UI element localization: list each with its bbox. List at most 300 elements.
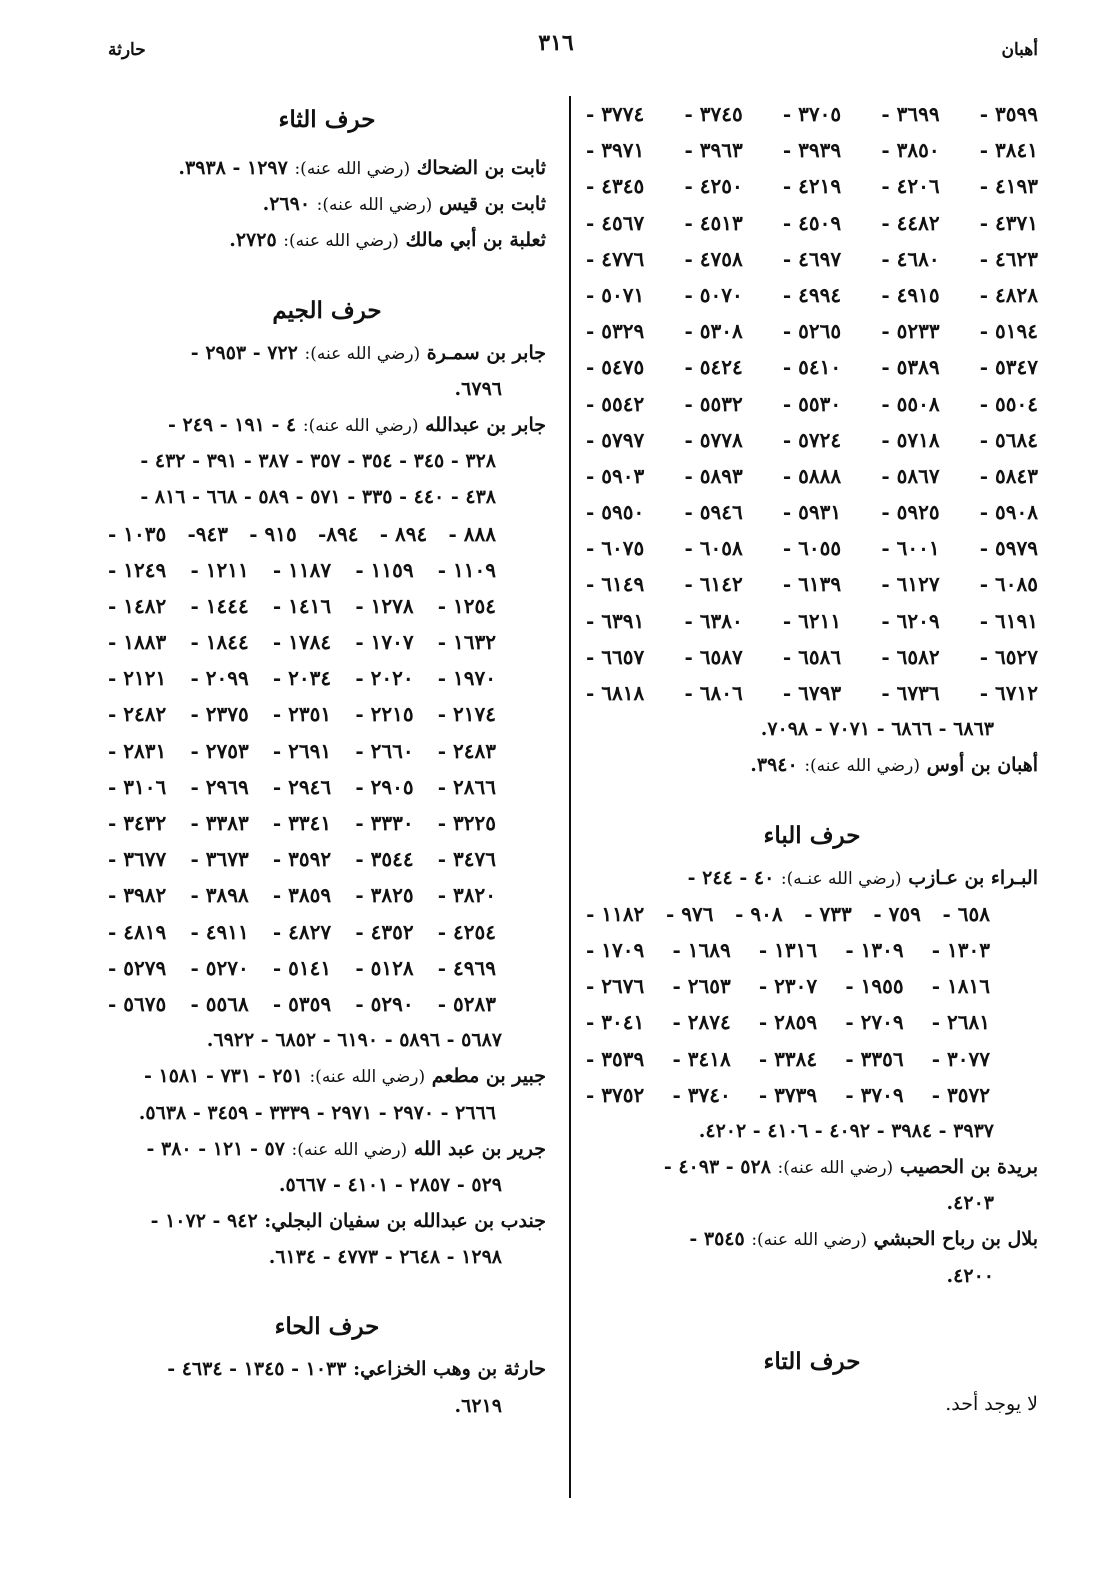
entry-honorific: (رضي الله عنه): (302, 415, 419, 436)
entry-thalaba (108, 222, 546, 258)
hadith-number: ٥٣٤٧ - (979, 355, 1038, 380)
hadith-number: ٢٤٨٣ - (437, 738, 496, 763)
hadith-number: ٣٢٢٥ - (437, 811, 496, 835)
hadith-number: ١١٥٩ - (355, 557, 414, 582)
hadith-number: ٥٠٧٠ - (684, 282, 743, 307)
hadith-number: ٧٥٩ - (873, 901, 921, 926)
hadith-number: ٣٣٥٦ - (845, 1046, 904, 1071)
entry-name: ثابت بن الضحاك (416, 157, 546, 179)
hadith-number: ٥٦٨٤ - (979, 427, 1038, 452)
jabir-samura-numbers-tail: ٦٧٩٦. (454, 377, 502, 400)
hadith-number: ٥٩٠٨ - (979, 500, 1038, 525)
hadith-number: ٣٨٥٩ - (272, 883, 332, 908)
number-row (108, 914, 496, 950)
section-title-ba: حرف الباء (763, 821, 861, 849)
entry-honorific: (رضي الله عنـه): (780, 868, 902, 889)
number-row (108, 696, 496, 732)
baraa-numbers-tail: ٣٩٣٧ - ٣٩٨٤ - ٤٠٩٢ - ٤١٠٦ - ٤٢٠٢. (698, 1119, 994, 1142)
hadith-number: ٤٢٥٤ - (437, 919, 496, 944)
jubair-numbers-tail: ٢٦٦٦ - ٢٩٧٠ - ٢٩٧١ - ٣٣٣٩ - ٣٤٥٩ - ٥٦٣٨. (138, 1101, 496, 1124)
hadith-number: ٣٥٣٩ - (586, 1046, 645, 1071)
hadith-number: ٢٣٧٥ - (190, 702, 249, 727)
number-row (586, 932, 990, 968)
hadith-number: ٢٠٢٠ - (355, 666, 414, 691)
entry-name: أهبان بن أوس (926, 754, 1038, 777)
hadith-number: ٥٧٩٧ - (586, 427, 645, 452)
hadith-number: ١٩٧٠ - (437, 666, 496, 691)
number-row (586, 386, 1038, 422)
hadith-number: ٤٣٧١ - (979, 210, 1038, 235)
entry-numbers: ١٢٩٧ - ٣٩٣٨. (178, 157, 288, 179)
hadith-number: ٦٧٣٦ - (881, 681, 940, 705)
entry-honorific: (رضي الله عنه): (309, 1067, 426, 1088)
hadith-number: ١٤٨٢ - (108, 593, 167, 618)
hadith-number: ٥٥٣٢ - (684, 391, 743, 416)
hadith-number: ١٤١٦ - (272, 593, 332, 618)
hadith-number: ٦١٩١ - (979, 608, 1038, 633)
entry-numbers: ٢٧٢٥. (229, 229, 277, 252)
hadith-number: ٣٧٣٩ - (758, 1082, 818, 1107)
entry-jarir (108, 1131, 546, 1167)
hadith-number: ٣٦٧٣ - (190, 847, 249, 872)
hadith-number: ٤٣٤٥ - (586, 174, 645, 199)
number-row (108, 769, 496, 805)
number-row (586, 1041, 990, 1077)
entry-honorific: (رضي الله عنه): (316, 195, 433, 216)
hadith-number: ٦٣٩١ - (586, 608, 645, 633)
column-divider (569, 96, 571, 1498)
hadith-number: ٦٠٥٥ - (782, 536, 842, 561)
number-row (108, 516, 496, 552)
number-row (586, 1004, 990, 1040)
hadith-number: ٣٦٧٧ - (108, 847, 167, 872)
number-row (586, 458, 1038, 494)
hadith-number: ٣٠٤١ - (586, 1010, 645, 1035)
number-row (586, 277, 1038, 313)
hadith-number: ٤٧٥٨ - (684, 246, 743, 271)
hadith-number: ٣٨٥٠ - (881, 138, 940, 163)
hadith-number: ٥٧٢٤ - (782, 427, 842, 452)
hadith-number: ٥٩٣١ - (782, 500, 842, 525)
hadith-number: ٣٩٦٣ - (684, 138, 743, 163)
number-row (586, 530, 1038, 566)
hadith-number: ٥٩٢٥ - (881, 500, 940, 525)
bilal-numbers-tail: ٤٢٠٠. (946, 1264, 994, 1287)
jabir-abdallah-line: ٣٢٨ - ٣٤٥ - ٣٥٤ - ٣٥٧ - ٣٨٧ - ٣٩١ - ٤٣٢ - (140, 450, 496, 473)
hadith-number: ٥٥٤٢ - (586, 391, 645, 416)
hadith-number: ٦٠٧٥ - (586, 536, 645, 561)
hadith-number: ٥٣٥٩ - (272, 991, 332, 1016)
entry-haritha (108, 1351, 546, 1387)
hadith-number: ٤٥١٣ - (684, 210, 743, 235)
hadith-number: ٦٠٨٥ - (979, 572, 1038, 597)
entry-numbers: ٢٦٩٠. (262, 193, 311, 216)
entry-honorific: (رضي الله عنه): (751, 1230, 867, 1251)
entry-jabir-abdallah (108, 407, 546, 443)
hadith-number: ٥٥٠٤ - (979, 391, 1038, 416)
entry-jundab (108, 1203, 546, 1239)
entry-numbers: ٤٠ - ٢٤٤ - (687, 866, 775, 889)
hadith-number: ٧٣٣ - (804, 901, 852, 926)
hadith-number: ٢٦٦٠ - (355, 738, 414, 763)
hadith-number: ١٣١٦ - (758, 937, 818, 962)
hadith-number: ٣٣٤١ - (272, 811, 332, 835)
hadith-number: ٤٨٢٧ - (272, 919, 332, 944)
entry-name: ثعلبة بن أبي مالك (405, 229, 546, 252)
hadith-number: ١٨٤٤ - (190, 630, 249, 655)
hadith-number: ٢٩٤٦ - (272, 774, 332, 799)
number-row (108, 624, 496, 660)
hadith-number: ٥٢٨٣ - (437, 991, 496, 1016)
hadith-number: ٦٦٥٧ - (586, 644, 645, 669)
entry-numbers: ٢٥١ - ٧٣١ - ١٥٨١ - (143, 1065, 303, 1088)
number-row (586, 168, 1038, 204)
entry-numbers: ٧٢٢ - ٢٩٥٣ - (190, 341, 298, 364)
entry-bilal (586, 1221, 1038, 1257)
hadith-number: ٤١٩٣ - (979, 174, 1038, 199)
hadith-number: ٩٠٨ - (735, 901, 783, 926)
hadith-number: ٣٠٧٧ - (931, 1046, 990, 1071)
hadith-number: ٤٤٨٢ - (881, 210, 940, 235)
entry-numbers: ٣٩٤٠. (750, 754, 798, 777)
hadith-number: ٥٢٧٠ - (190, 955, 249, 980)
hadith-number: ٣٧٠٩ - (845, 1082, 904, 1107)
hadith-number: ٤٦٢٣ - (979, 246, 1038, 271)
hadith-number: ١٨٨٣ - (108, 630, 167, 655)
number-row (108, 733, 496, 769)
hadith-number: ٥٩٤٦ - (684, 500, 743, 525)
hadith-number: ٢٧٠٩ - (845, 1010, 904, 1035)
hadith-number: ٢٠٩٩ - (190, 666, 249, 691)
number-row (108, 552, 496, 588)
hadith-number: ٦٣٨٠ - (684, 608, 743, 633)
entry-name: بلال بن رباح الحبشي (873, 1228, 1038, 1251)
number-row (586, 968, 990, 1004)
hadith-number: ٥٣٠٨ - (684, 319, 743, 344)
hadith-number: ٨٩٤- (317, 521, 359, 546)
hadith-number: ٤٦٩٧ - (782, 246, 842, 271)
hadith-number: ٤٢١٩ - (782, 174, 842, 199)
running-head-left: حارثة (108, 40, 146, 60)
hadith-number: ٢٦٥٣ - (672, 974, 731, 999)
hadith-number: ١١٠٩ - (437, 557, 496, 582)
hadith-number: ١٢١١ - (190, 557, 249, 582)
hadith-number: ٣٥٧٢ - (931, 1082, 990, 1107)
hadith-number: ٦٨٠٦ - (684, 681, 743, 705)
hadith-number: ٣٩٣٩ - (782, 138, 842, 163)
hadith-number: ٢٣٠٧ - (758, 974, 818, 999)
entry-name: ثابت بن قيس (438, 193, 546, 216)
section-title-ta: حرف التاء (763, 1347, 861, 1375)
number-row (586, 896, 990, 932)
hadith-number: ٥١٤١ - (272, 955, 332, 980)
hadith-number: ٥٨٨٨ - (782, 463, 842, 488)
hadith-number: ١٧٠٧ - (355, 630, 414, 655)
hadith-number: ٥٥٠٨ - (881, 391, 940, 416)
hadith-number: ٦٥٨٦ - (782, 644, 842, 669)
hadith-number: ٥٥٦٨ - (190, 991, 249, 1016)
number-row (586, 313, 1038, 349)
hadith-number: ١٤٤٤ - (190, 593, 249, 618)
entry-numbers: ٥٢٨ - ٤٠٩٣ - (663, 1156, 771, 1179)
aihban-number-grid (586, 96, 1038, 711)
baraa-number-grid (586, 896, 1038, 1113)
hadith-number: ٣١٠٦ - (108, 774, 167, 799)
hadith-number: ٦١٢٧ - (881, 572, 940, 597)
hadith-number: ١٦٣٢ - (437, 630, 496, 655)
entry-name: جرير بن عبد الله (413, 1137, 546, 1160)
hadith-number: ٤٧٧٦ - (586, 246, 645, 271)
hadith-number: ٤٨١٩ - (108, 919, 167, 944)
hadith-number: ١٧٠٩ - (586, 937, 645, 962)
running-head-right: أهبان (1001, 40, 1038, 60)
hadith-number: ٤٣٥٢ - (355, 919, 414, 944)
number-row (586, 349, 1038, 385)
hadith-number: ٤٥٦٧ - (586, 210, 645, 235)
entry-buraida (586, 1149, 1038, 1185)
hadith-number: ٣٧٧٤ - (586, 102, 645, 126)
hadith-number: ٣٤٣٢ - (108, 811, 167, 835)
hadith-number: ٥٨٤٣ - (979, 463, 1038, 488)
hadith-number: ٦١٤٢ - (684, 572, 743, 597)
entry-aihban-ibn-aws (586, 747, 1038, 783)
hadith-number: ١١٨٧ - (272, 557, 332, 582)
entry-honorific: (رضي الله عنه): (291, 1139, 408, 1160)
hadith-number: ٦٥٨٢ - (881, 644, 940, 669)
entry-numbers: ٥٧ - ١٢١ - ٣٨٠ - (146, 1137, 285, 1160)
hadith-number: ٩٤٣- (187, 521, 229, 546)
entry-name: حارثة بن وهب الخزاعي: (353, 1358, 546, 1381)
entry-name: البـراء بن عـازب (908, 866, 1038, 889)
hadith-number: ٣٣٨٣ - (190, 811, 249, 835)
hadith-number: ٥٢٣٣ - (881, 319, 940, 344)
hadith-number: ٦٠٠١ - (881, 536, 940, 561)
hadith-number: ٦٠٥٨ - (684, 536, 743, 561)
hadith-number: ٣٤٧٦ - (437, 847, 496, 872)
number-row (108, 877, 496, 913)
entry-name: جندب بن عبدالله بن سفيان البجلي: (264, 1210, 546, 1233)
hadith-number: ٩١٥ - (249, 521, 297, 546)
hadith-number: ٢٨٣١ - (108, 738, 167, 763)
hadith-number: ٨٨٨ - (448, 521, 496, 546)
hadith-number: ٦٥٨ - (942, 901, 990, 926)
aihban-numbers-tail: ٦٨٦٣ - ٦٨٦٦ - ٧٠٧١ - ٧٠٩٨. (760, 718, 994, 741)
hadith-number: ٢٠٣٤ - (272, 666, 332, 691)
haritha-numbers-tail: ٦٢١٩. (454, 1394, 502, 1417)
entry-honorific: (رضي الله عنه): (294, 159, 411, 179)
hadith-number: ٢٨٦٦ - (437, 774, 496, 799)
entry-numbers: ١٠٣٣ - ١٣٤٥ - ٤٦٣٤ - (167, 1358, 347, 1381)
hadith-number: ١٣٠٩ - (845, 937, 904, 962)
hadith-number: ٦٥٢٧ - (979, 644, 1038, 669)
hadith-number: ١٣٠٣ - (931, 937, 990, 962)
hadith-number: ٣٥٩٩ - (979, 102, 1038, 126)
hadith-number: ٤٩٩٤ - (782, 282, 842, 307)
hadith-number: ٣٥٤٤ - (355, 847, 414, 872)
empty-section-note: لا يوجد أحد. (945, 1392, 1038, 1415)
hadith-number: ١٠٣٥ - (108, 521, 167, 546)
hadith-number: ٥٣٢٩ - (586, 319, 645, 344)
hadith-number: ١٨١٦ - (931, 974, 990, 999)
hadith-number: ٤٨٢٨ - (979, 282, 1038, 307)
hadith-number: ٦٥٨٧ - (684, 644, 743, 669)
hadith-number: ٣٣٣٠ - (355, 811, 414, 835)
entry-numbers: ٤ - ١٩١ - ٢٤٩ - (167, 413, 297, 436)
hadith-number: ٣٧٥٢ - (586, 1082, 645, 1107)
hadith-number: ٦٢٠٩ - (881, 608, 940, 633)
hadith-number: ٥٤١٠ - (782, 355, 842, 380)
number-row (586, 566, 1038, 602)
hadith-number: ٥٢٩٠ - (355, 991, 414, 1016)
hadith-number: ٣٩٨٢ - (108, 883, 167, 908)
number-row (586, 96, 1038, 132)
entry-honorific: (رضي الله عنه): (283, 231, 399, 252)
number-row (108, 841, 496, 877)
number-row (586, 422, 1038, 458)
hadith-number: ٢٨٧٤ - (672, 1010, 731, 1035)
entry-name: جابر بن عبدالله (425, 413, 546, 436)
hadith-number: ٥٩٧٩ - (979, 536, 1038, 561)
hadith-number: ٣٧٤٥ - (684, 102, 743, 126)
entry-thabit-dahhak (108, 150, 546, 186)
hadith-number: ١١٨٢ - (586, 901, 645, 926)
entry-jabir-samura (108, 335, 546, 371)
hadith-number: ٦٧١٢ - (979, 681, 1038, 705)
hadith-number: ٣٨٤١ - (979, 138, 1038, 163)
hadith-number: ٢٦٨١ - (931, 1010, 990, 1035)
hadith-number: ٣٣٨٤ - (758, 1046, 818, 1071)
hadith-number: ٣٥٩٢ - (272, 847, 332, 872)
entry-baraa (586, 860, 1038, 896)
right-column (586, 96, 1038, 1422)
entry-honorific: (رضي الله عنه): (777, 1158, 894, 1179)
hadith-number: ٤٢٥٠ - (684, 174, 743, 199)
jabir-abdallah-numbers-tail: ٥٦٨٧ - ٥٨٩٦ - ٦١٩٠ - ٦٨٥٢ - ٦٩٢٢. (206, 1029, 502, 1052)
hadith-number: ٢٤٨٢ - (108, 702, 167, 727)
hadith-number: ٣٨٢٠ - (437, 883, 496, 908)
hadith-number: ٢٦٧٦ - (586, 974, 645, 999)
hadith-number: ٢٩٠٥ - (355, 774, 414, 799)
entry-thabit-qays (108, 186, 546, 222)
hadith-number: ٢٦٩١ - (272, 738, 332, 763)
hadith-number: ٣٨٢٥ - (355, 883, 414, 908)
hadith-number: ٣٧٤٠ - (672, 1082, 731, 1107)
jabir-abdallah-line: ٤٣٨ - ٤٤٠ - ٣٣٥ - ٥٧١ - ٥٨٩ - ٦٦٨ - ٨١٦ - (140, 486, 496, 509)
hadith-number: ٨٩٤ - (379, 521, 428, 546)
hadith-number: ٥٤٧٥ - (586, 355, 645, 380)
hadith-number: ٦٨١٨ - (586, 681, 645, 705)
hadith-number: ٤٩١١ - (190, 919, 249, 944)
hadith-number: ٥٩٥٠ - (586, 500, 645, 525)
buraida-numbers-tail: ٤٢٠٣. (946, 1192, 994, 1215)
hadith-number: ٢٧٥٣ - (190, 738, 249, 763)
hadith-number: ٢٢١٥ - (355, 702, 414, 727)
section-title-tha: حرف الثاء (278, 106, 376, 133)
entry-honorific: (رضي الله عنه): (304, 343, 421, 364)
hadith-number: ٣٧٠٥ - (782, 102, 842, 126)
entry-honorific: (رضي الله عنه): (804, 756, 920, 777)
hadith-number: ٢١٢١ - (108, 666, 167, 691)
hadith-number: ١٢٧٨ - (355, 593, 414, 618)
hadith-number: ٥٧٧٨ - (684, 427, 743, 452)
hadith-number: ٥٣٨٩ - (881, 355, 940, 380)
hadith-number: ٥٢٧٩ - (108, 955, 167, 980)
number-row (586, 675, 1038, 711)
number-row (108, 986, 496, 1022)
hadith-number: ٢٨٥٩ - (758, 1010, 818, 1035)
hadith-number: ٦٧٩٣ - (782, 681, 842, 705)
number-row (586, 639, 1038, 675)
hadith-number: ٩٧٦ - (665, 901, 714, 926)
hadith-number: ١٢٤٩ - (108, 557, 167, 582)
hadith-number: ٥٧١٨ - (881, 427, 940, 452)
section-title-ha: حرف الحاء (274, 1313, 380, 1341)
section-title-jim: حرف الجيم (272, 296, 382, 324)
number-row (108, 950, 496, 986)
hadith-number: ٤٢٠٦ - (881, 174, 940, 199)
hadith-number: ٢٩٦٩ - (190, 774, 249, 799)
hadith-number: ٥٩٠٣ - (586, 463, 645, 488)
hadith-number: ٦١٣٩ - (782, 572, 842, 597)
entry-name: جابر بن سمـرة (426, 341, 546, 364)
entry-numbers: ٣٥٤٥ - (689, 1228, 745, 1251)
number-row (586, 132, 1038, 168)
hadith-number: ٣٨٩٨ - (190, 883, 249, 908)
hadith-number: ٦١٤٩ - (586, 572, 645, 597)
hadith-number: ٦٢١١ - (782, 608, 842, 633)
jarir-numbers-tail: ٥٢٩ - ٢٨٥٧ - ٤١٠١ - ٥٦٦٧. (278, 1173, 502, 1196)
hadith-number: ١٩٥٥ - (845, 974, 904, 999)
hadith-number: ٢٣٥١ - (272, 702, 332, 727)
number-row (108, 805, 496, 841)
hadith-number: ٥٦٧٥ - (108, 991, 167, 1016)
number-row (586, 494, 1038, 530)
hadith-number: ١٧٨٤ - (272, 630, 332, 655)
hadith-number: ٥٢٦٥ - (782, 319, 842, 344)
hadith-number: ٤٦٨٠ - (881, 246, 940, 271)
hadith-number: ٥٤٢٤ - (684, 355, 743, 380)
hadith-number: ٥١٢٨ - (355, 955, 414, 980)
number-row (586, 603, 1038, 639)
number-row (586, 205, 1038, 241)
hadith-number: ٥٨٦٧ - (881, 463, 940, 488)
jundab-numbers-tail: ١٢٩٨ - ٢٦٤٨ - ٤٧٧٣ - ٦١٣٤. (268, 1246, 502, 1269)
number-row (108, 660, 496, 696)
hadith-number: ٥٠٧١ - (586, 282, 645, 307)
number-row (108, 588, 496, 624)
hadith-number: ٣٤١٨ - (672, 1046, 731, 1071)
left-column (108, 96, 546, 1424)
hadith-number: ٣٦٩٩ - (881, 102, 940, 126)
hadith-number: ٤٥٠٩ - (782, 210, 842, 235)
entry-jubair (108, 1058, 546, 1094)
entry-name: جبير بن مطعم (431, 1065, 546, 1088)
hadith-number: ٢١٧٤ - (437, 702, 496, 727)
number-row (586, 241, 1038, 277)
hadith-number: ٥٨٩٣ - (684, 463, 743, 488)
entry-name: بريدة بن الحصيب (899, 1156, 1038, 1179)
hadith-number: ٣٩٧١ - (586, 138, 645, 163)
number-row (586, 1077, 990, 1113)
hadith-number: ٥٥٣٠ - (782, 391, 842, 416)
page-number: ٣١٦ (538, 30, 574, 56)
hadith-number: ٤٩٦٩ - (437, 955, 496, 980)
hadith-number: ١٦٨٩ - (672, 937, 731, 962)
jabir-abdallah-number-grid (108, 516, 546, 1023)
entry-numbers: ٩٤٢ - ١٠٧٢ - (150, 1210, 258, 1233)
hadith-number: ١٢٥٤ - (437, 593, 496, 618)
hadith-number: ٤٩١٥ - (881, 282, 940, 307)
